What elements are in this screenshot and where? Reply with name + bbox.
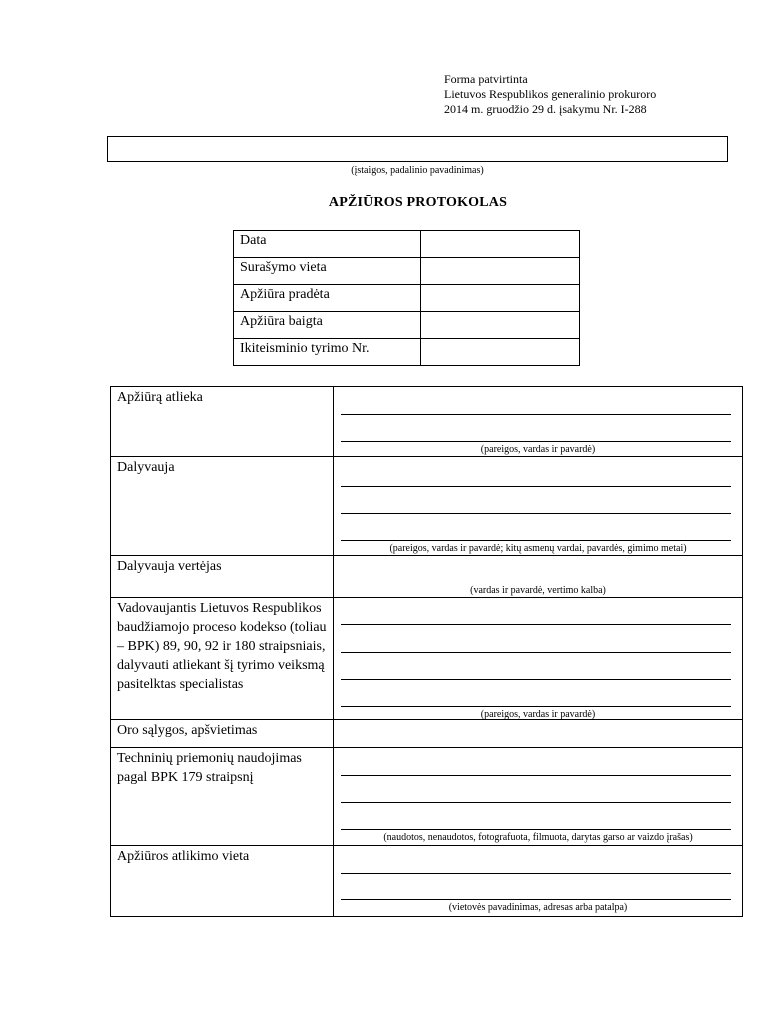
approval-line-1: Forma patvirtinta: [444, 72, 528, 86]
write-line: [341, 441, 731, 442]
meta-value-case-number[interactable]: [421, 339, 580, 366]
write-line: [341, 486, 731, 487]
write-line: [341, 775, 731, 776]
meta-value-place[interactable]: [421, 258, 580, 285]
specialist-field[interactable]: [334, 598, 743, 720]
write-line: [341, 829, 731, 830]
field-caption: (pareigos, vardas ir pavardė; kitų asmenų vardai, pavardės, gimimo metai): [389, 543, 687, 554]
field-caption: (pareigos, vardas ir pavardė): [480, 444, 596, 455]
main-row-weather: [111, 720, 743, 748]
technical-means-field[interactable]: [334, 748, 743, 846]
meta-row: [234, 312, 580, 339]
write-line: [341, 802, 731, 803]
row-label: Apžiūros atlikimo vieta: [111, 846, 334, 917]
main-row-inspector: [111, 387, 743, 457]
write-line: [341, 873, 731, 874]
meta-row: [234, 231, 580, 258]
row-label: Techninių priemonių naudojimas pagal BPK 179 straipsnį: [111, 748, 334, 846]
main-row-technical-means: [111, 748, 743, 846]
participants-field[interactable]: [334, 457, 743, 556]
approval-note: [444, 72, 656, 117]
field-caption: (naudotos, nenaudotos, fotografuota, filmuota, darytas garso ar vaizdo įrašas): [383, 832, 693, 843]
write-line: [341, 624, 731, 625]
meta-label-place: Surašymo vieta: [234, 258, 421, 285]
main-row-specialist: [111, 598, 743, 720]
institution-name-field[interactable]: [107, 136, 728, 162]
approval-line-2: Lietuvos Respublikos generalinio prokuroro: [444, 87, 657, 101]
inspector-field[interactable]: [334, 387, 743, 457]
write-line: [341, 414, 731, 415]
meta-label-date: Data: [234, 231, 421, 258]
field-caption: (vardas ir pavardė, vertimo kalba): [470, 585, 606, 596]
approval-line-3: 2014 m. gruodžio 29 d. įsakymu Nr. I-288: [444, 102, 647, 116]
document-title: APŽIŪROS PROTOKOLAS: [328, 195, 508, 210]
row-label: Apžiūrą atlieka: [111, 387, 334, 457]
write-line: [341, 706, 731, 707]
location-field[interactable]: [334, 846, 743, 917]
write-line: [341, 899, 731, 900]
field-caption: (pareigos, vardas ir pavardė): [480, 709, 596, 720]
main-row-interpreter: [111, 556, 743, 598]
row-label: Dalyvauja: [111, 457, 334, 556]
meta-label-case-number: Ikiteisminio tyrimo Nr.: [234, 339, 421, 366]
meta-row: [234, 258, 580, 285]
main-row-participants: [111, 457, 743, 556]
meta-label-finished: Apžiūra baigta: [234, 312, 421, 339]
write-line: [341, 513, 731, 514]
meta-label-started: Apžiūra pradėta: [234, 285, 421, 312]
row-label: Vadovaujantis Lietuvos Respublikos baudžiamojo proceso kodekso (toliau – BPK) 89, 90, 92 ir 180 straipsniais, dalyvauti atliekant šį tyrimo veiksmą pasitelktas specialistas: [111, 598, 334, 720]
meta-row: [234, 285, 580, 312]
weather-field[interactable]: [334, 720, 743, 748]
meta-row: [234, 339, 580, 366]
meta-table: [233, 230, 580, 366]
row-label: Dalyvauja vertėjas: [111, 556, 334, 598]
write-line: [341, 540, 731, 541]
row-label: Oro sąlygos, apšvietimas: [111, 720, 334, 748]
write-line: [341, 652, 731, 653]
main-table: [110, 386, 743, 917]
write-line: [341, 679, 731, 680]
meta-value-finished[interactable]: [421, 312, 580, 339]
interpreter-field[interactable]: [334, 556, 743, 598]
meta-value-started[interactable]: [421, 285, 580, 312]
institution-caption: (įstaigos, padalinio pavadinimas): [351, 165, 484, 176]
field-caption: (vietovės pavadinimas, adresas arba patalpa): [448, 902, 628, 913]
meta-value-date[interactable]: [421, 231, 580, 258]
main-row-location: [111, 846, 743, 917]
